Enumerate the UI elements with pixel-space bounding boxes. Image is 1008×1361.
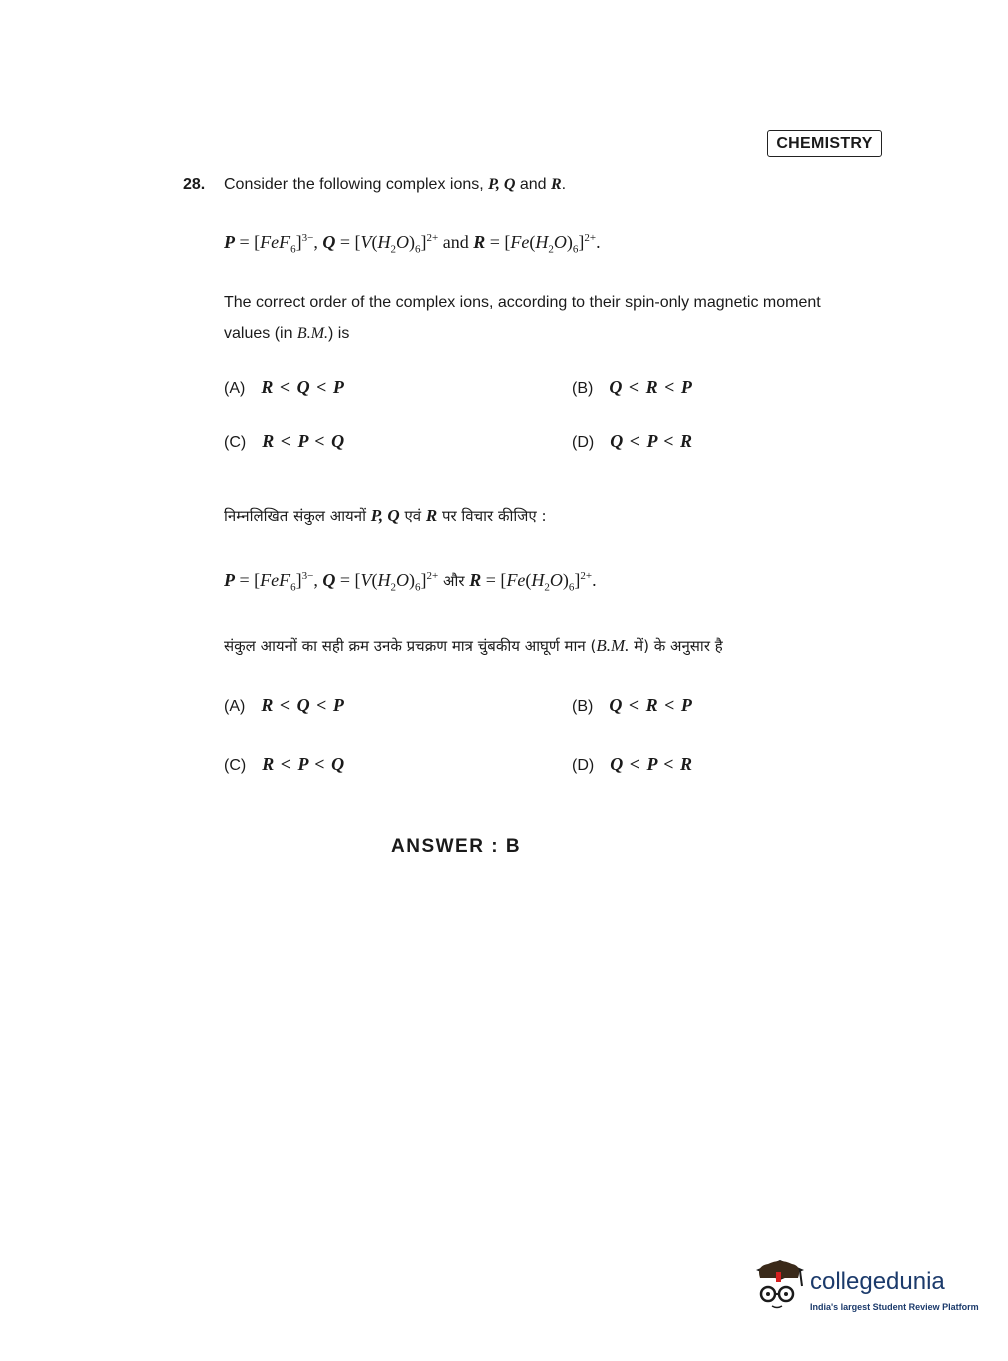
intro-vars: P, Q [488, 176, 516, 193]
hindi-stem-unit: B.M. [596, 636, 630, 655]
option-expr: R < P < Q [262, 431, 346, 451]
option-expr: Q < P < R [610, 754, 694, 774]
option-label: (D) [572, 757, 595, 774]
hindi-option-c[interactable] [224, 754, 345, 775]
question-number: 28. [183, 176, 206, 193]
hindi-intro-r: R [425, 506, 438, 525]
option-expr: R < Q < P [261, 377, 345, 397]
hindi-option-d[interactable] [572, 754, 693, 775]
hindi-intro-text: निम्नलिखित संकुल आयनों [224, 507, 371, 525]
hindi-stem-suffix: में) के अनुसार है [629, 637, 723, 655]
hindi-intro-vars: P, Q [370, 506, 400, 525]
hindi-intro-end: पर विचार कीजिए : [437, 507, 547, 525]
option-expr: R < Q < P [261, 695, 345, 715]
hindi-option-a[interactable] [224, 695, 345, 716]
hindi-stem [224, 636, 723, 656]
option-d[interactable] [572, 431, 693, 452]
stem-line-1: The correct order of the complex ions, according to their spin-only magnetic moment [224, 294, 821, 311]
brand-name: collegedunia [810, 1268, 945, 1295]
stem-suffix: ) is [328, 325, 350, 342]
option-expr: R < P < Q [262, 754, 346, 774]
equation-english: $P = [FeF_6]^{3-}$, $Q = [V(H_2O)_6]^{2+}$ and $R = [Fe(H_2O)_6]^{2+}$. [224, 232, 601, 256]
stem-unit: B.M. [296, 325, 329, 342]
intro-r: R [551, 176, 562, 193]
hindi-stem-prefix: संकुल आयनों का सही क्रम उनके प्रचक्रण मात्र चुंबकीय आघूर्ण मान ( [224, 637, 597, 655]
option-label: (A) [224, 698, 246, 715]
intro-and: and [515, 176, 551, 193]
option-c[interactable] [224, 431, 345, 452]
hindi-eq-and: और [438, 572, 470, 590]
option-label: (D) [572, 434, 595, 451]
subject-badge: CHEMISTRY [767, 130, 882, 157]
option-label: (B) [572, 380, 594, 397]
option-expr: Q < R < P [609, 695, 693, 715]
brand-tagline: India's largest Student Review Platform [810, 1302, 979, 1312]
option-label: (A) [224, 380, 246, 397]
option-expr: Q < R < P [609, 377, 693, 397]
hindi-intro-and: एवं [399, 507, 426, 525]
option-label: (C) [224, 434, 247, 451]
stem-prefix: values (in [224, 325, 297, 342]
option-label: (C) [224, 757, 247, 774]
option-expr: Q < P < R [610, 431, 694, 451]
intro-text: Consider the following complex ions, [224, 176, 489, 193]
hindi-option-b[interactable] [572, 695, 693, 716]
option-a[interactable] [224, 377, 345, 398]
option-label: (B) [572, 698, 594, 715]
stem-line-2 [224, 318, 889, 349]
mascot-logo-icon [750, 1256, 808, 1320]
answer-text: ANSWER : B [391, 836, 522, 857]
eq-and: and [438, 232, 474, 252]
equation-hindi: $P = [FeF_6]^{3-}$, $Q = [V(H_2O)_6]^{2+}$ और $R = [Fe(H_2O)_6]^{2+}$. [224, 570, 597, 594]
intro-end: . [561, 176, 567, 193]
option-b[interactable] [572, 377, 693, 398]
question-intro [224, 176, 566, 194]
hindi-intro [224, 506, 547, 526]
question-stem [224, 287, 889, 349]
